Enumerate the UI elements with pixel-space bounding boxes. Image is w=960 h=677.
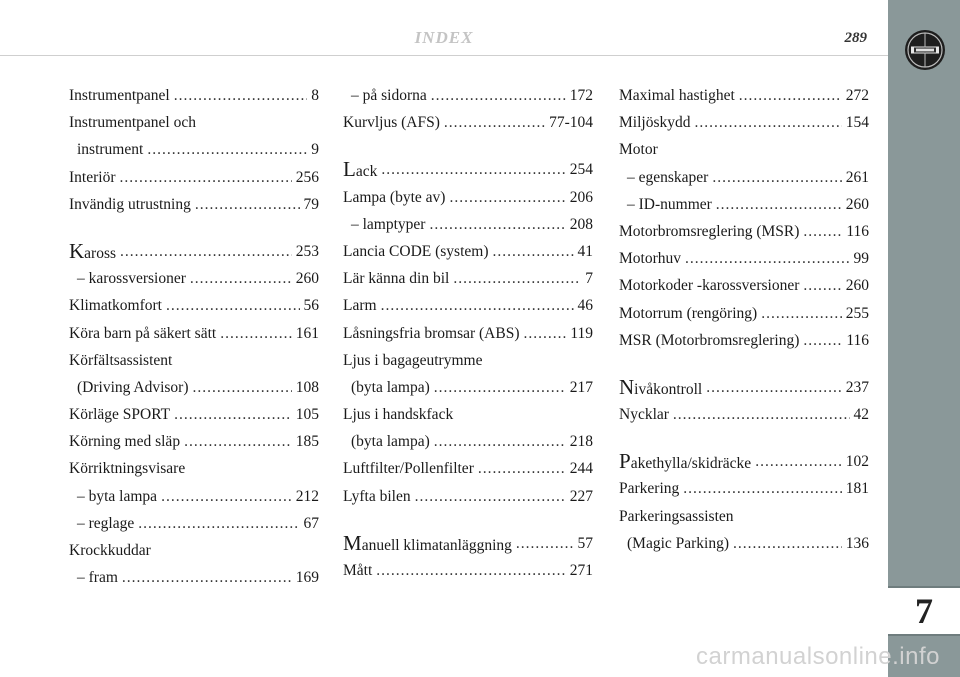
page-reference: 272	[845, 87, 869, 104]
index-column-3	[619, 82, 869, 557]
index-term: Kurvljus (AFS)	[343, 114, 440, 132]
page-reference: 42	[853, 406, 869, 424]
index-entry	[343, 374, 593, 401]
index-entry	[343, 428, 593, 455]
index-entry	[69, 428, 319, 455]
dot-leader	[453, 265, 581, 292]
page-reference: 154	[845, 114, 869, 132]
index-entry	[69, 455, 319, 482]
page-reference: 217	[569, 378, 593, 396]
section-term-rest: akethylla/skidräcke	[630, 455, 752, 473]
index-term: Miljöskydd	[619, 114, 691, 132]
dot-leader	[478, 455, 566, 482]
index-term	[619, 448, 751, 475]
index-entry	[69, 401, 319, 428]
section-initial: P	[619, 449, 631, 474]
page-reference: 254	[569, 161, 593, 179]
page-reference: 9	[311, 141, 319, 159]
index-entry	[619, 503, 869, 530]
dot-leader	[493, 238, 574, 265]
index-entry	[619, 327, 869, 354]
index-entry	[619, 82, 869, 109]
dot-leader	[220, 320, 292, 347]
page-reference: 161	[295, 324, 319, 342]
page-reference: 256	[295, 168, 319, 186]
page-reference: 260	[295, 270, 319, 288]
index-term: Krockkuddar	[69, 542, 151, 559]
page-reference: 67	[303, 514, 319, 532]
index-term: (byta lampa)	[351, 378, 430, 396]
index-term: Körning med släp	[69, 433, 181, 451]
page-reference: 218	[569, 433, 593, 451]
index-term: Låsningsfria bromsar (ABS)	[343, 324, 520, 342]
index-entry	[69, 292, 319, 319]
page-reference: 57	[577, 534, 593, 552]
index-term: Mått	[343, 562, 373, 579]
dot-leader	[415, 483, 566, 510]
letter-section-gap	[619, 354, 869, 374]
index-term: – karossversioner	[77, 270, 186, 288]
index-entry	[69, 347, 319, 374]
index-term: Köra barn på säkert sätt	[69, 324, 217, 342]
index-entry	[619, 109, 869, 136]
index-column-1	[69, 82, 319, 591]
index-letter-entry	[343, 530, 593, 557]
page-reference: 260	[845, 195, 869, 213]
index-term: – byta lampa	[77, 487, 158, 505]
index-term: Larm	[343, 297, 377, 315]
index-entry	[343, 238, 593, 265]
index-term: Körläge SPORT	[69, 406, 171, 424]
page-reference: 46	[577, 297, 593, 315]
dot-leader	[716, 191, 842, 218]
letter-section-gap	[619, 428, 869, 448]
index-term: – egenskaper	[627, 168, 709, 186]
index-term: – fram	[77, 569, 118, 587]
page-reference: 227	[569, 487, 593, 505]
dot-leader	[147, 136, 307, 163]
section-initial: M	[343, 530, 362, 555]
index-term: Körfältsassistent	[69, 351, 173, 369]
header-divider	[0, 55, 888, 56]
index-term: Luftfilter/Pollenfilter	[343, 460, 474, 478]
dot-leader	[434, 428, 566, 455]
index-entry	[343, 109, 593, 136]
index-term: Körriktningsvisare	[69, 460, 186, 478]
section-initial: L	[343, 157, 356, 182]
dot-leader	[712, 164, 841, 191]
index-entry	[619, 300, 869, 327]
index-term: Lyfta bilen	[343, 487, 411, 505]
index-term: (Driving Advisor)	[77, 378, 189, 396]
dot-leader	[376, 557, 565, 584]
dot-leader	[803, 218, 842, 245]
page-reference: 244	[569, 460, 593, 478]
index-entry	[343, 265, 593, 292]
dot-leader	[122, 564, 292, 591]
index-term: MSR (Motorbromsreglering)	[619, 331, 800, 349]
section-term-rest: anuell klimatanläggning	[361, 536, 512, 554]
dot-leader	[195, 191, 300, 218]
index-entry	[619, 401, 869, 428]
index-entry	[619, 475, 869, 502]
dot-leader	[673, 401, 850, 428]
dot-leader	[193, 374, 292, 401]
letter-section-gap	[343, 510, 593, 530]
section-term-rest: ack	[355, 163, 378, 181]
page-reference: 261	[845, 168, 869, 186]
letter-section-gap	[69, 218, 319, 238]
index-entry	[69, 510, 319, 537]
page-reference: 108	[295, 378, 319, 396]
dot-leader	[119, 164, 291, 191]
index-term: – på sidorna	[351, 87, 427, 104]
dot-leader	[761, 300, 842, 327]
dot-leader	[803, 272, 841, 299]
running-header: INDEX	[414, 28, 474, 47]
dot-leader	[174, 82, 308, 109]
index-term: Nycklar	[619, 406, 669, 424]
index-term: – lamptyper	[351, 215, 426, 233]
index-entry	[69, 374, 319, 401]
dot-leader	[381, 156, 565, 183]
dot-leader	[161, 483, 292, 510]
index-entry	[619, 272, 869, 299]
page-reference: 169	[295, 569, 319, 587]
dot-leader	[685, 245, 850, 272]
page-reference: 206	[569, 188, 593, 206]
index-term: instrument	[77, 141, 144, 159]
index-entry	[69, 320, 319, 347]
section-term-rest: ivåkontroll	[634, 380, 703, 398]
index-entry	[343, 401, 593, 428]
index-term: Instrumentpanel	[69, 87, 170, 104]
index-entry	[343, 347, 593, 374]
index-entry	[343, 557, 593, 584]
index-term: Lancia CODE (system)	[343, 242, 489, 260]
letter-section-gap	[343, 136, 593, 156]
index-term: Instrumentpanel och	[69, 114, 196, 132]
index-letter-entry	[619, 448, 869, 475]
index-term: Ljus i handskfack	[343, 406, 454, 424]
index-entry	[69, 537, 319, 564]
index-term: Motor	[619, 141, 658, 159]
section-term-rest: aross	[84, 244, 117, 262]
dot-leader	[444, 109, 545, 136]
index-entry	[619, 164, 869, 191]
section-initial: K	[69, 238, 85, 263]
index-entry	[343, 483, 593, 510]
page-reference: 255	[845, 304, 869, 322]
index-entry	[69, 164, 319, 191]
index-term: Maximal hastighet	[619, 87, 735, 104]
index-entry	[619, 530, 869, 557]
index-term	[619, 374, 702, 401]
page-number: 289	[844, 30, 867, 46]
dot-leader	[803, 327, 842, 354]
index-term: – ID-nummer	[627, 195, 712, 213]
lancia-logo-icon	[903, 28, 947, 72]
page-reference: 185	[295, 433, 319, 451]
page-reference: 7	[585, 270, 593, 288]
page-reference: 116	[846, 222, 869, 240]
index-letter-entry	[619, 374, 869, 401]
index-term: Klimatkomfort	[69, 297, 162, 315]
index-entry	[69, 82, 319, 109]
index-entry	[619, 218, 869, 245]
page-reference: 212	[295, 487, 319, 505]
section-initial: N	[619, 374, 635, 399]
index-term: Motorrum (rengöring)	[619, 304, 758, 322]
dot-leader	[683, 475, 841, 502]
dot-leader	[739, 82, 842, 109]
page-reference: 271	[569, 562, 593, 579]
page-reference: 253	[295, 242, 319, 260]
page-reference: 102	[845, 453, 869, 471]
dot-leader	[516, 530, 574, 557]
dot-leader	[449, 184, 565, 211]
index-term: Motorhuv	[619, 250, 681, 268]
index-term: Lampa (byte av)	[343, 188, 446, 206]
page-reference: 181	[845, 480, 869, 498]
index-term	[343, 156, 377, 183]
dot-leader	[174, 401, 292, 428]
index-term: Parkeringsassisten	[619, 507, 734, 525]
index-entry	[343, 455, 593, 482]
index-term: Invändig utrustning	[69, 195, 191, 213]
index-term: Interiör	[69, 168, 116, 186]
page-reference: 99	[853, 250, 869, 268]
page-reference: 119	[570, 324, 593, 342]
index-entry	[69, 564, 319, 591]
index-column-2	[343, 82, 593, 584]
page-reference: 208	[569, 215, 593, 233]
page-reference: 77-104	[549, 114, 593, 132]
index-entry	[69, 483, 319, 510]
dot-leader	[755, 448, 842, 475]
index-term: (byta lampa)	[351, 433, 430, 451]
dot-leader	[138, 510, 299, 537]
dot-leader	[431, 82, 566, 109]
page-reference: 8	[311, 87, 319, 104]
index-term	[69, 238, 116, 265]
index-entry	[619, 191, 869, 218]
dot-leader	[429, 211, 565, 238]
index-entry	[343, 320, 593, 347]
index-entry	[343, 184, 593, 211]
index-letter-entry	[343, 156, 593, 183]
index-entry	[69, 191, 319, 218]
index-term	[343, 530, 512, 557]
index-entry	[69, 109, 319, 136]
page-reference: 41	[577, 242, 593, 260]
index-entry	[343, 292, 593, 319]
index-entry	[69, 136, 319, 163]
page-reference: 172	[569, 87, 593, 104]
watermark: carmanualsonline.info	[696, 643, 940, 670]
index-term: Motorkoder -karossversioner	[619, 277, 800, 295]
index-entry	[343, 82, 593, 109]
page-reference: 105	[295, 406, 319, 424]
index-letter-entry	[69, 238, 319, 265]
index-entry	[619, 136, 869, 163]
dot-leader	[184, 428, 292, 455]
dot-leader	[434, 374, 566, 401]
index-entry	[69, 265, 319, 292]
index-term: Ljus i bagageutrymme	[343, 351, 483, 369]
dot-leader	[120, 238, 292, 265]
dot-leader	[706, 374, 842, 401]
dot-leader	[166, 292, 300, 319]
index-entry	[343, 211, 593, 238]
index-term: (Magic Parking)	[627, 534, 730, 552]
index-term: Lär känna din bil	[343, 270, 450, 288]
page-reference: 260	[845, 277, 869, 295]
page-reference: 136	[845, 534, 869, 552]
index-term: Parkering	[619, 480, 680, 498]
page-reference: 237	[845, 378, 869, 396]
page-reference: 116	[846, 331, 869, 349]
index-entry	[619, 245, 869, 272]
index-term: Motorbromsreglering (MSR)	[619, 222, 800, 240]
chapter-tab: 7	[888, 586, 960, 636]
dot-leader	[524, 320, 567, 347]
page-reference: 79	[303, 195, 319, 213]
chapter-sidebar	[888, 0, 960, 677]
index-term: – reglage	[77, 514, 135, 532]
dot-leader	[381, 292, 574, 319]
dot-leader	[733, 530, 842, 557]
page-reference: 56	[303, 297, 319, 315]
dot-leader	[694, 109, 841, 136]
dot-leader	[190, 265, 292, 292]
